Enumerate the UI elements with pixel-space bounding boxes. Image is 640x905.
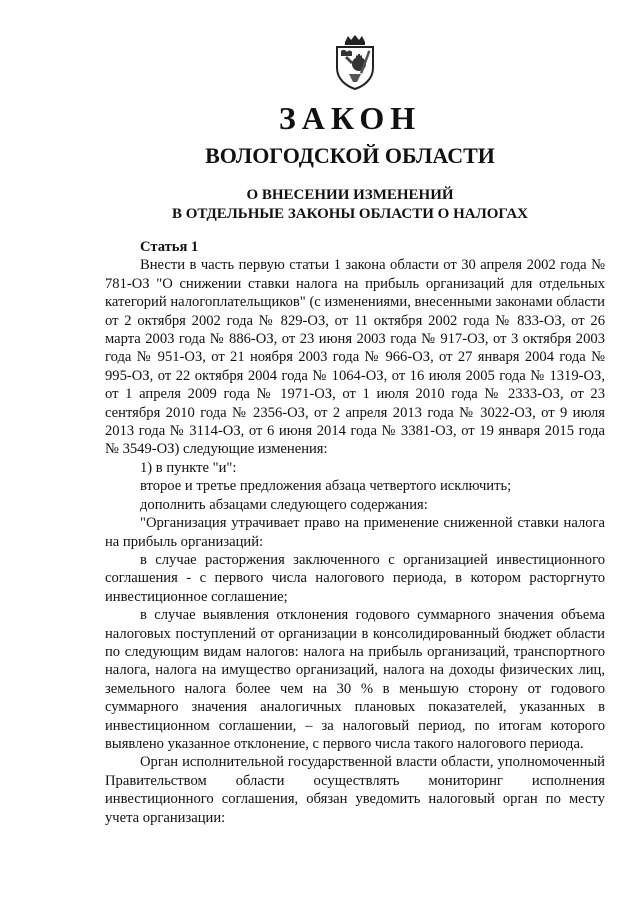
coat-of-arms-icon [331,34,379,90]
law-heading-line: О ВНЕСЕНИИ ИЗМЕНЕНИЙ [246,187,454,203]
law-heading [0,186,640,224]
body-paragraph: дополнить абзацами следующего содержания: [140,496,428,513]
document-region: ВОЛОГОДСКОЙ ОБЛАСТИ [205,143,495,168]
body-paragraph: в случае расторжения заключенного с организацией инвестиционного соглашения - с первого числа налогового периода, в котором расторгнуто инвестиционное соглашение; [105,551,605,605]
law-heading-line: В ОТДЕЛЬНЫЕ ЗАКОНЫ ОБЛАСТИ О НАЛОГАХ [172,206,528,222]
body-paragraph: в случае выявления отклонения годового суммарного значения объема налоговых поступлений от организации в консолидированный бюджет области по следующим видам налогов: налога на прибыль организаций, транспортного налога, налога на имущество организаций, налога на доходы физических лиц, земельного налога более чем на 30 % в меньшую сторону от годового суммарного значения аналогичных плановых показателей, указанных в инвестиционном соглашении, – за налоговый период, по итогам которого выявлено указанное отклонение, с первого числа такого налогового периода. [105,607,605,752]
document-title: ЗАКОН [278,100,422,136]
body-paragraph: Орган исполнительной государственной власти области, уполномоченный Правительством области осуществлять мониторинг исполнения инвестиционного соглашения, обязан уведомить налоговый орган по месту учета организации: [105,754,605,826]
article-label: Статья 1 [140,239,199,255]
body-paragraph: "Организация утрачивает право на применение сниженной ставки налога на прибыль организаций: [105,515,605,550]
document-body [105,238,605,827]
body-paragraph: второе и третье предложения абзаца четвертого исключить; [140,478,512,495]
body-paragraph: Внести в часть первую статьи 1 закона области от 30 апреля 2002 года № 781-ОЗ "О снижении ставки налога на прибыль организаций для отдельных категорий налогоплательщиков" (с изменениями, внесенными законами области от 2 октября 2002 года № 829-ОЗ, от 11 октября 2002 года № 833-ОЗ, от 26 марта 2003 года № 886-ОЗ, от 23 июня 2003 года № 917-ОЗ, от 3 октября 2003 года № 951-ОЗ, от 21 ноября 2003 года № 966-ОЗ, от 27 января 2004 года № 995-ОЗ, от 22 октября 2004 года № 1064-ОЗ, от 16 июля 2005 года № 1319-ОЗ, от 1 апреля 2009 года № 1971-ОЗ, от 1 июля 2010 года № 2333-ОЗ, от 23 сентября 2010 года № 2356-ОЗ, от 2 апреля 2013 года № 3022-ОЗ, от 9 июля 2013 года № 3114-ОЗ, от 6 июня 2014 года № 3381-ОЗ, от 19 января 2015 года № 3549-ОЗ) следующие изменения: [105,257,605,458]
body-paragraph: 1) в пункте "и": [140,459,237,476]
